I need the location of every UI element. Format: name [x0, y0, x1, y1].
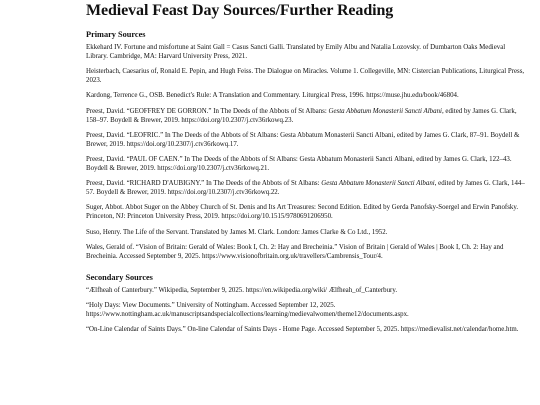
citation-entry: Wales, Gerald of. “Vision of Britain: Gerald of Wales: Book I, Ch. 2: Hay and Brecheinia.” Vision of Britain | Gerald of Wales | Book I, Ch. 2: Hay and Brecheinia. Accessed September 9, 2025. https://www.visionofbritain.org.uk/travellers/Cambrensis_Tour/4.: [86, 244, 504, 260]
citation-entry: Preest, David. “GEOFFREY DE GORRON.” In The Deeds of the Abbots of St Albans: Gesta Abbatum Monasterii Sancti Albani, edited by James G. Clark, 158–97. Boydell & Brewer, 2019. https://doi.org/10.2307/j.ctv36rkowq.23.: [86, 107, 517, 124]
citation-entry: Suso, Henry. The Life of the Servant. Translated by James M. Clark. London: James Clarke & Co Ltd., 1952.: [86, 228, 388, 236]
citation-entry: Preest, David. “LEOFRIC.” In The Deeds of the Abbots of St Albans: Gesta Abbatum Monasterii Sancti Albani, edited by James G. Clark, 87–91. Boydell & Brewer, 2019. https://doi.org/10.2307/j.ctv36rkowq.17.: [86, 131, 520, 148]
document-page: [86, 0, 526, 342]
citation-entry: “Holy Days: View Documents.” University of Nottingham. Accessed September 12, 2025. https://www.nottingham.ac.uk/manuscriptsandspecialcollections/learning/medievalwomen/theme12/documents.aspx.: [86, 302, 409, 318]
citation-entry: “Ælfheah of Canterbury.” Wikipedia, September 9, 2025. https://en.wikipedia.org/wiki/ Ælfheah_of_Canterbury.: [86, 286, 398, 294]
citation-entry: Ekkehard IV. Fortune and misfortune at Saint Gall = Casus Sancti Galli. Translated by Emily Albu and Natalia Lozovsky. of Dumbarton Oaks Medieval Library. Cambridge, MA: Harvard University Press, 2021.: [86, 44, 506, 60]
citation-entry: Heisterbach, Caesarius of, Ronald E. Pepin, and Hugh Feiss. The Dialogue on Miracles. Volume 1. Collegeville, MN: Cistercian Publications, Liturgical Press, 2023.: [86, 68, 525, 85]
page-title: Medieval Feast Day Sources/Further Reading: [86, 2, 394, 19]
citation-entry: Preest, David. “RICHARD D'AUBIGNY.” In The Deeds of the Abbots of St Albans: Gesta Abbatum Monasterii Sancti Albani, edited by James G. Clark, 144–57. Boydell & Brewer, 2019. https://doi.org/10.2307/j.ctv36rkowq.22.: [86, 180, 525, 197]
citation-entry: Kardong, Terrence G., OSB. Benedict's Rule: A Translation and Commentary. Liturgical Press, 1996. https://muse.jhu.edu/book/46804.: [86, 92, 459, 100]
section-heading-secondary: Secondary Sources: [86, 272, 153, 282]
citation-entry: Preest, David. “PAUL OF CAEN.” In The Deeds of the Abbots of St Albans: Gesta Abbatum Monasterii Sancti Albani, edited by James G. Clark, 122–43. Boydell & Brewer, 2019. https://doi.org/10.2307/j.ctv36rkowq.21.: [86, 156, 512, 172]
citation-entry: Suger, Abbot. Abbot Suger on the Abbey Church of St. Denis and Its Art Treasures: Second Edition. Edited by Gerda Panofsky-Soergel and Erwin Panofsky. Princeton, NJ: Princeton University Press, 2019. https://doi.org/10.1515/9780691206950.: [86, 204, 519, 221]
section-heading-primary: Primary Sources: [86, 30, 146, 39]
secondary-sources-list: [86, 287, 526, 335]
primary-sources-list: [86, 44, 526, 262]
citation-entry: “On-Line Calendar of Saints Days.” On-line Calendar of Saints Days - Home Page. Accessed September 5, 2025. https://medievalist.net/calendar/home.htm.: [86, 326, 519, 334]
